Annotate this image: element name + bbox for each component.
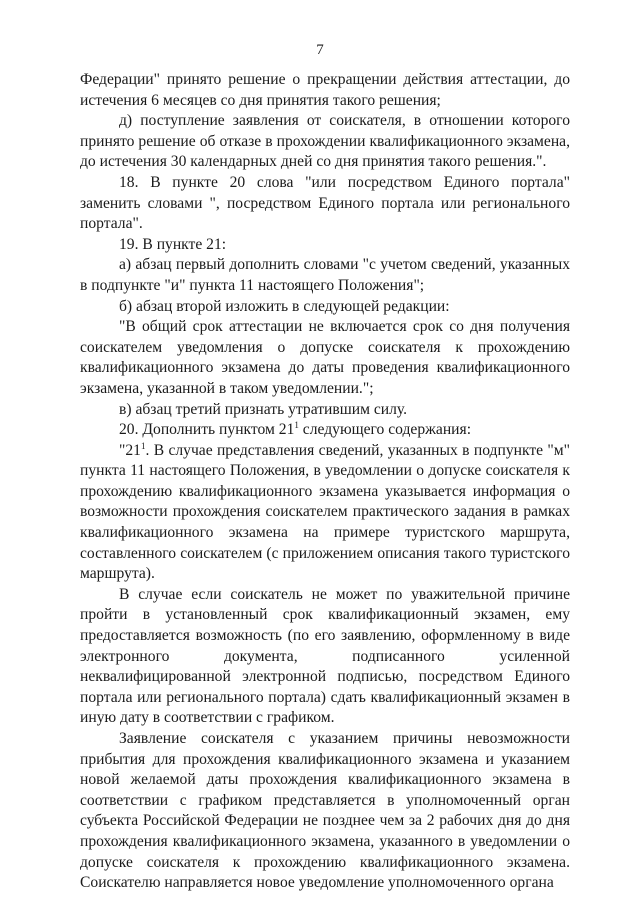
paragraph-9-text-start: 20. Дополнить пунктом 21 xyxy=(119,421,295,439)
paragraph-6: б) абзац второй изложить в следующей редакции: xyxy=(119,297,450,315)
paragraph-1: Федерации" принято решение о прекращении действия аттестации, до истечения 6 месяцев со дня принятия такого решения; xyxy=(80,71,570,109)
paragraph-9-text-end: следующего содержания: xyxy=(298,421,472,439)
paragraph-8: в) абзац третий признать утратившим силу. xyxy=(119,400,408,418)
paragraph-10-text-end: . В случае представления сведений, указанных в подпункте "м" пункта 11 настоящего Положения, в уведомлении о допуске соискателя к прохождению квалификационного экзамена указывается информация о возможности прохождения соискателем практического задания в рамках квалификационного экзамена на примере туристского маршрута, составленного соискателем (с приложением описания такого туристского маршрута). xyxy=(80,441,570,583)
paragraph-7: "В общий срок аттестации не включается срок со дня получения соискателем уведомления о допуске соискателя к прохождению квалификационного экзамена до даты проведения квалификационного экзамена, указанной в таком уведомлении."; xyxy=(80,318,570,397)
paragraph-11: В случае если соискатель не может по уважительной причине пройти в установленный срок квалификационный экзамен, ему предоставляется возможность (по его заявлению, оформленному в виде электронного документа, подписанного усиленной неквалифицированной электронной подписью, посредством Единого портала или регионального портала) сдать квалификационный экзамен в иную дату в соответствии с графиком. xyxy=(80,585,570,727)
paragraph-10 xyxy=(80,441,570,585)
paragraph-2: д) поступление заявления от соискателя, в отношении которого принято решение об отказе в прохождении квалификационного экзамена, до истечения 30 календарных дней со дня принятия такого решения.". xyxy=(80,112,570,171)
paragraph-3: 18. В пункте 20 слова "или посредством Единого портала" заменить словами ", посредством Единого портала или регионального портала". xyxy=(80,173,570,233)
paragraph-5: а) абзац первый дополнить словами "с учетом сведений, указанных в подпункте "и" пункта 11 настоящего Положения"; xyxy=(80,256,570,294)
paragraph-9 xyxy=(80,420,570,441)
document-body xyxy=(80,70,570,894)
paragraph-12: Заявление соискателя с указанием причины невозможности прибытия для прохождения квалификационного экзамена и указанием новой желаемой даты прохождения квалификационного экзамена в соответствии с графиком представляется в уполномоченный орган субъекта Российской Федерации не позднее чем за 2 рабочих дня до дня прохождения квалификационного экзамена, указанного в уведомлении о допуске соискателя к прохождению квалификационного экзамена. Соискателю направляется новое уведомление уполномоченного органа xyxy=(80,730,570,892)
paragraph-4: 19. В пункте 21: xyxy=(119,235,227,253)
paragraph-9-superscript: 1 xyxy=(294,420,299,431)
paragraph-10-superscript: 1 xyxy=(140,440,146,451)
paragraph-10-text-start: "21 xyxy=(119,441,141,459)
page-number: 7 xyxy=(316,42,324,58)
